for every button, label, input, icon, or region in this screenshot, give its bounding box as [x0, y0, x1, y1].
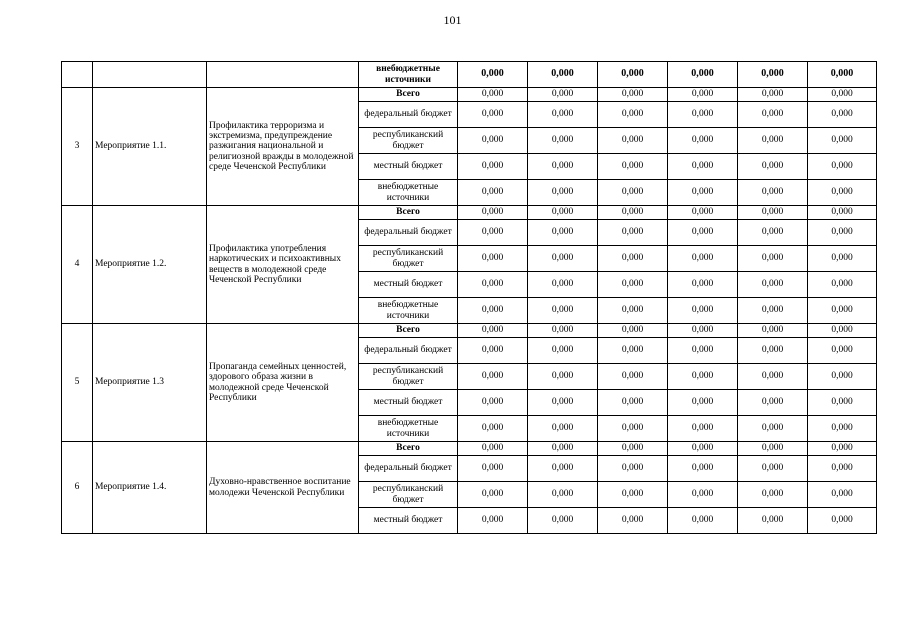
- value-cell: 0,000: [528, 298, 598, 324]
- value-cell: 0,000: [738, 390, 808, 416]
- value-cell: 0,000: [598, 128, 668, 154]
- value-cell: 0,000: [668, 416, 738, 442]
- event-name-cell: Мероприятие 1.3: [93, 324, 207, 442]
- value-cell: 0,000: [458, 338, 528, 364]
- value-cell: 0,000: [668, 456, 738, 482]
- source-cell: местный бюджет: [359, 272, 458, 298]
- value-cell: 0,000: [668, 298, 738, 324]
- value-cell: 0,000: [668, 88, 738, 102]
- row-index-cell: 6: [62, 442, 93, 534]
- value-cell: 0,000: [738, 220, 808, 246]
- value-cell: 0,000: [668, 128, 738, 154]
- value-cell: 0,000: [668, 442, 738, 456]
- value-cell: 0,000: [738, 272, 808, 298]
- value-cell: 0,000: [668, 220, 738, 246]
- value-cell: 0,000: [458, 62, 528, 88]
- value-cell: 0,000: [598, 508, 668, 534]
- source-cell: местный бюджет: [359, 154, 458, 180]
- value-cell: 0,000: [808, 102, 877, 128]
- value-cell: 0,000: [458, 246, 528, 272]
- value-cell: 0,000: [528, 416, 598, 442]
- value-cell: 0,000: [808, 128, 877, 154]
- event-total-row: [62, 324, 877, 338]
- value-cell: 0,000: [738, 338, 808, 364]
- value-cell: 0,000: [738, 442, 808, 456]
- value-cell: 0,000: [598, 180, 668, 206]
- value-cell: 0,000: [808, 220, 877, 246]
- value-cell: 0,000: [598, 416, 668, 442]
- value-cell: 0,000: [808, 246, 877, 272]
- source-cell: Всего: [359, 206, 458, 220]
- value-cell: 0,000: [528, 364, 598, 390]
- event-description-cell: Профилактика терроризма и экстремизма, предупреждение разжигания национальной и религиозной вражды в молодежной среде Чеченской Республики: [207, 88, 359, 206]
- value-cell: 0,000: [598, 324, 668, 338]
- value-cell: 0,000: [528, 338, 598, 364]
- value-cell: 0,000: [808, 324, 877, 338]
- value-cell: 0,000: [458, 364, 528, 390]
- value-cell: 0,000: [738, 508, 808, 534]
- event-total-row: [62, 442, 877, 456]
- value-cell: 0,000: [528, 442, 598, 456]
- value-cell: 0,000: [668, 390, 738, 416]
- value-cell: 0,000: [738, 180, 808, 206]
- value-cell: 0,000: [668, 364, 738, 390]
- source-cell: Всего: [359, 88, 458, 102]
- source-cell: федеральный бюджет: [359, 102, 458, 128]
- value-cell: 0,000: [458, 324, 528, 338]
- page-number: 101: [443, 13, 462, 27]
- value-cell: 0,000: [458, 390, 528, 416]
- event-name-cell: Мероприятие 1.4.: [93, 442, 207, 534]
- event-description-cell: Профилактика употребления наркотических и психоактивных веществ в молодежной среде Чеченской Республики: [207, 206, 359, 324]
- carryover-row: [62, 62, 877, 88]
- source-cell: внебюджетные источники: [359, 180, 458, 206]
- source-cell: республиканский бюджет: [359, 128, 458, 154]
- value-cell: 0,000: [598, 62, 668, 88]
- value-cell: 0,000: [808, 88, 877, 102]
- empty-description-cell: [207, 62, 359, 88]
- value-cell: 0,000: [598, 102, 668, 128]
- value-cell: 0,000: [738, 128, 808, 154]
- value-cell: 0,000: [808, 180, 877, 206]
- value-cell: 0,000: [598, 154, 668, 180]
- value-cell: 0,000: [458, 180, 528, 206]
- source-cell: Всего: [359, 442, 458, 456]
- event-total-row: [62, 88, 877, 102]
- source-cell: местный бюджет: [359, 390, 458, 416]
- value-cell: 0,000: [458, 102, 528, 128]
- value-cell: 0,000: [528, 456, 598, 482]
- value-cell: 0,000: [598, 272, 668, 298]
- value-cell: 0,000: [808, 338, 877, 364]
- value-cell: 0,000: [738, 102, 808, 128]
- source-cell: республиканский бюджет: [359, 482, 458, 508]
- value-cell: 0,000: [598, 206, 668, 220]
- source-cell: Всего: [359, 324, 458, 338]
- value-cell: 0,000: [528, 220, 598, 246]
- value-cell: 0,000: [808, 272, 877, 298]
- value-cell: 0,000: [738, 298, 808, 324]
- value-cell: 0,000: [738, 62, 808, 88]
- value-cell: 0,000: [598, 88, 668, 102]
- value-cell: 0,000: [458, 508, 528, 534]
- value-cell: 0,000: [738, 456, 808, 482]
- value-cell: 0,000: [808, 62, 877, 88]
- value-cell: 0,000: [528, 324, 598, 338]
- source-cell: республиканский бюджет: [359, 246, 458, 272]
- row-index-cell: 5: [62, 324, 93, 442]
- value-cell: 0,000: [808, 298, 877, 324]
- value-cell: 0,000: [738, 482, 808, 508]
- value-cell: 0,000: [598, 390, 668, 416]
- value-cell: 0,000: [528, 88, 598, 102]
- value-cell: 0,000: [598, 246, 668, 272]
- value-cell: 0,000: [668, 180, 738, 206]
- value-cell: 0,000: [668, 154, 738, 180]
- value-cell: 0,000: [668, 508, 738, 534]
- value-cell: 0,000: [598, 456, 668, 482]
- value-cell: 0,000: [808, 508, 877, 534]
- value-cell: 0,000: [528, 482, 598, 508]
- value-cell: 0,000: [668, 246, 738, 272]
- value-cell: 0,000: [668, 272, 738, 298]
- value-cell: 0,000: [528, 508, 598, 534]
- value-cell: 0,000: [668, 324, 738, 338]
- value-cell: 0,000: [808, 154, 877, 180]
- value-cell: 0,000: [458, 206, 528, 220]
- value-cell: 0,000: [738, 206, 808, 220]
- value-cell: 0,000: [738, 154, 808, 180]
- event-total-row: [62, 206, 877, 220]
- value-cell: 0,000: [598, 298, 668, 324]
- value-cell: 0,000: [668, 338, 738, 364]
- value-cell: 0,000: [458, 482, 528, 508]
- value-cell: 0,000: [738, 246, 808, 272]
- value-cell: 0,000: [458, 88, 528, 102]
- source-cell: местный бюджет: [359, 508, 458, 534]
- value-cell: 0,000: [458, 272, 528, 298]
- source-cell: федеральный бюджет: [359, 456, 458, 482]
- value-cell: 0,000: [458, 456, 528, 482]
- value-cell: 0,000: [598, 482, 668, 508]
- value-cell: 0,000: [808, 364, 877, 390]
- value-cell: 0,000: [738, 364, 808, 390]
- value-cell: 0,000: [528, 154, 598, 180]
- funding-table: [61, 61, 877, 534]
- source-cell: республиканский бюджет: [359, 364, 458, 390]
- value-cell: 0,000: [808, 482, 877, 508]
- value-cell: 0,000: [458, 220, 528, 246]
- source-cell: внебюджетные источники: [359, 62, 458, 88]
- value-cell: 0,000: [528, 390, 598, 416]
- value-cell: 0,000: [738, 88, 808, 102]
- value-cell: 0,000: [458, 298, 528, 324]
- value-cell: 0,000: [668, 62, 738, 88]
- source-cell: федеральный бюджет: [359, 220, 458, 246]
- row-index-cell: 3: [62, 88, 93, 206]
- value-cell: 0,000: [528, 180, 598, 206]
- value-cell: 0,000: [528, 246, 598, 272]
- value-cell: 0,000: [668, 206, 738, 220]
- value-cell: 0,000: [808, 442, 877, 456]
- value-cell: 0,000: [458, 128, 528, 154]
- value-cell: 0,000: [598, 364, 668, 390]
- value-cell: 0,000: [528, 102, 598, 128]
- value-cell: 0,000: [598, 442, 668, 456]
- value-cell: 0,000: [528, 62, 598, 88]
- value-cell: 0,000: [808, 416, 877, 442]
- value-cell: 0,000: [668, 482, 738, 508]
- event-name-cell: Мероприятие 1.1.: [93, 88, 207, 206]
- value-cell: 0,000: [808, 390, 877, 416]
- funding-table-body: [62, 62, 877, 534]
- event-description-cell: Духовно-нравственное воспитание молодежи Чеченской Республики: [207, 442, 359, 534]
- event-description-cell: Пропаганда семейных ценностей, здорового образа жизни в молодежной среде Чеченской Республики: [207, 324, 359, 442]
- value-cell: 0,000: [808, 206, 877, 220]
- value-cell: 0,000: [738, 416, 808, 442]
- value-cell: 0,000: [598, 220, 668, 246]
- value-cell: 0,000: [528, 128, 598, 154]
- source-cell: внебюджетные источники: [359, 298, 458, 324]
- row-index-cell: 4: [62, 206, 93, 324]
- value-cell: 0,000: [528, 272, 598, 298]
- event-name-cell: Мероприятие 1.2.: [93, 206, 207, 324]
- empty-event-cell: [93, 62, 207, 88]
- value-cell: 0,000: [458, 154, 528, 180]
- empty-index-cell: [62, 62, 93, 88]
- value-cell: 0,000: [738, 324, 808, 338]
- value-cell: 0,000: [808, 456, 877, 482]
- source-cell: внебюджетные источники: [359, 416, 458, 442]
- source-cell: федеральный бюджет: [359, 338, 458, 364]
- value-cell: 0,000: [458, 442, 528, 456]
- value-cell: 0,000: [668, 102, 738, 128]
- value-cell: 0,000: [598, 338, 668, 364]
- value-cell: 0,000: [458, 416, 528, 442]
- value-cell: 0,000: [528, 206, 598, 220]
